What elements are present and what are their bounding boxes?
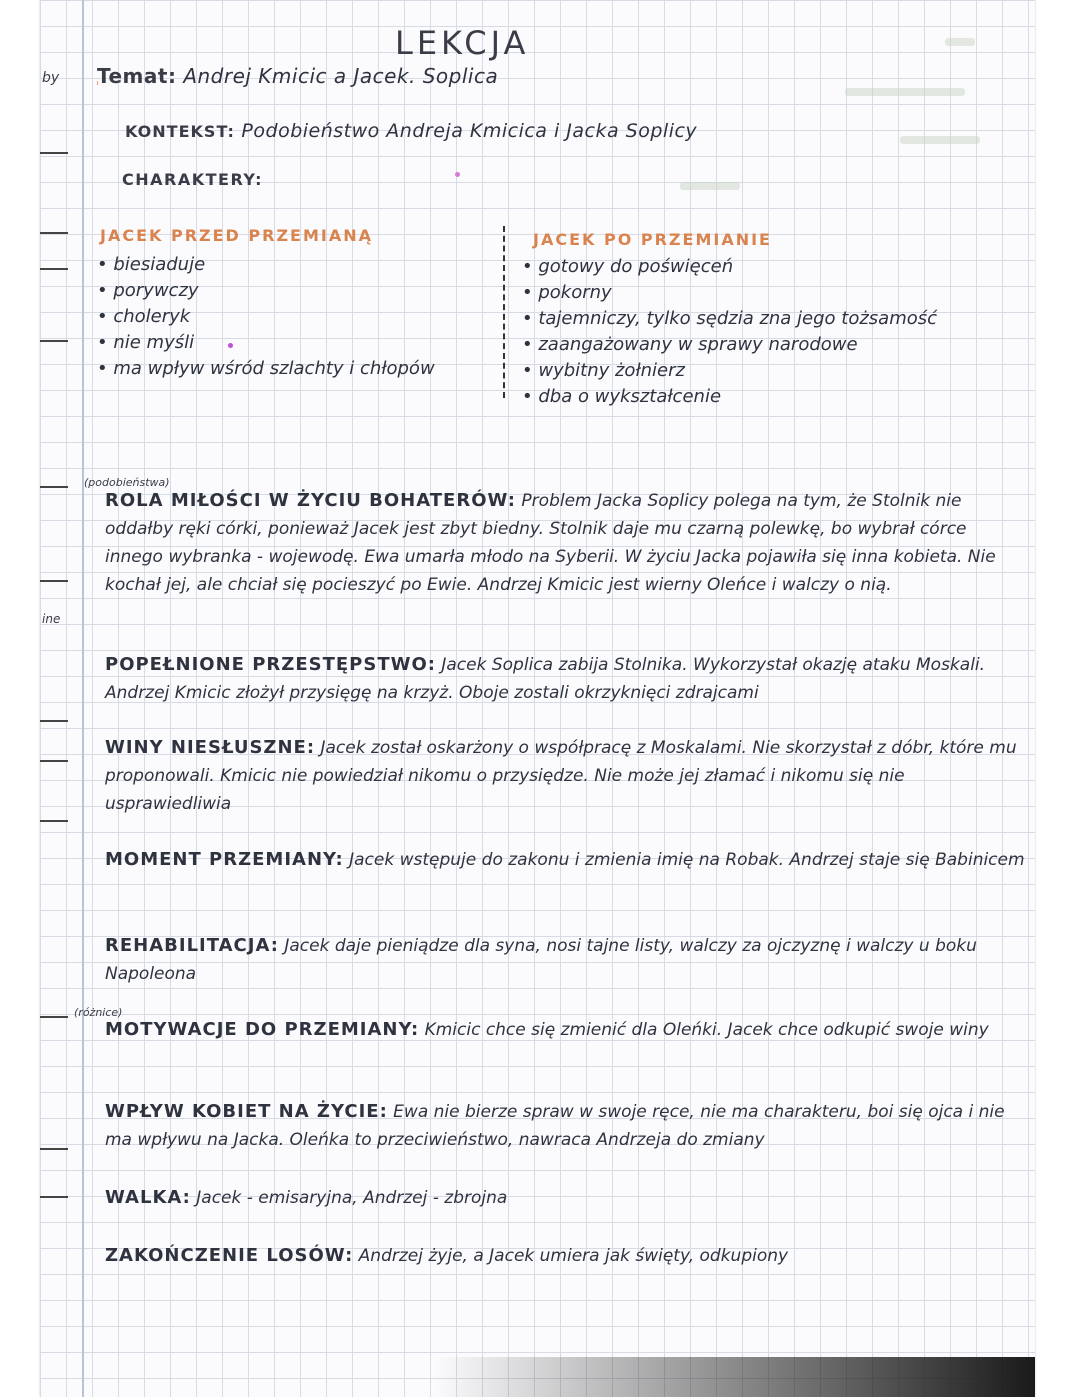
bleed-mark bbox=[845, 88, 965, 96]
margin-tick bbox=[40, 152, 68, 154]
section-label: POPEŁNIONE PRZESTĘPSTWO: bbox=[105, 654, 436, 675]
section-motivations bbox=[105, 1016, 1025, 1044]
ink-dot bbox=[455, 172, 460, 177]
section-text: Ewa nie bierze spraw w swoje ręce, nie ma charakteru, boi się ojca i nie ma wpływu na Jacka. Oleńka to przeciwieństwo, nawraca Andrzeja do zmiany bbox=[105, 1102, 1005, 1150]
section-rehabilitation bbox=[105, 932, 1025, 988]
bleed-mark bbox=[900, 136, 980, 144]
before-heading: JACEK PRZED PRZEMIANĄ bbox=[100, 226, 374, 245]
section-text: Problem Jacka Soplicy polega na tym, że Stolnik nie oddałby ręki córki, ponieważ Jacek jest zbyt biedny. Stolnik daje mu czarną polewkę, bo wybrał córce innego wybranka - wojewodę. Ewa umarła młodo na Syberii. W życiu Jacka pojawiła się inna kobieta. Nie kochał jej, ale chciał się pocieszyć po Ewie. Andrzej Kmicic jest wierny Oleńce i walczy o nią. bbox=[105, 491, 996, 595]
after-list bbox=[522, 254, 937, 410]
topic-label: Temat: bbox=[97, 64, 177, 88]
margin-note-by: by bbox=[42, 70, 60, 86]
section-text: Jacek daje pieniądze dla syna, nosi tajne listy, walczy za ojczyznę i walczy u boku Napoleona bbox=[105, 936, 977, 984]
section-women-influence bbox=[105, 1098, 1025, 1154]
column-divider bbox=[503, 226, 505, 398]
bleed-mark bbox=[680, 182, 740, 190]
note-roznice: (różnice) bbox=[74, 1006, 123, 1019]
list-item: • zaangażowany w sprawy narodowe bbox=[522, 332, 937, 358]
list-item: • gotowy do poświęceń bbox=[522, 254, 937, 280]
section-fates-ending bbox=[105, 1242, 1025, 1270]
section-text: Jacek Soplica zabija Stolnika. Wykorzystał okazję ataku Moskali. Andrzej Kmicic złożył przysięgę na krzyż. Oboje zostali okrzyknięci zdrajcami bbox=[105, 655, 986, 703]
margin-tick bbox=[40, 1148, 68, 1150]
list-item: • ma wpływ wśród szlachty i chłopów bbox=[97, 356, 435, 382]
context-text: Podobieństwo Andreja Kmicica i Jacka Soplicy bbox=[241, 120, 698, 142]
section-label: REHABILITACJA: bbox=[105, 935, 279, 956]
characters-label: CHARAKTERY: bbox=[122, 170, 263, 189]
section-label: WINY NIESŁUSZNE: bbox=[105, 737, 316, 758]
margin-tick bbox=[40, 1196, 68, 1198]
margin-tick bbox=[40, 268, 68, 270]
page-left-edge bbox=[0, 0, 40, 1397]
section-label: ROLA MIŁOŚCI W ŻYCIU BOHATERÓW: bbox=[105, 490, 517, 511]
topic-text: Andrej Kmicic a Jacek. Soplica bbox=[183, 64, 499, 88]
margin-note-ine: ine bbox=[42, 612, 61, 626]
section-moment-of-change bbox=[105, 846, 1025, 874]
margin-tick bbox=[40, 486, 68, 488]
margin-tick bbox=[40, 580, 68, 582]
after-heading: JACEK PO PRZEMIANIE bbox=[533, 230, 772, 249]
margin-tick bbox=[40, 340, 68, 342]
ink-dot bbox=[228, 343, 233, 348]
list-item: • porywczy bbox=[97, 278, 435, 304]
margin-tick bbox=[40, 232, 68, 234]
characters-line bbox=[122, 170, 263, 189]
list-item: • wybitny żołnierz bbox=[522, 358, 937, 384]
section-label: MOMENT PRZEMIANY: bbox=[105, 849, 344, 870]
list-item: • tajemniczy, tylko sędzia zna jego tożsamość bbox=[522, 306, 937, 332]
margin-tick bbox=[40, 820, 68, 822]
section-role-of-love bbox=[105, 487, 1025, 599]
bleed-mark bbox=[945, 38, 975, 46]
section-text: Jacek - emisaryjna, Andrzej - zbrojna bbox=[196, 1188, 508, 1208]
margin-line bbox=[82, 0, 84, 1397]
section-text: Kmicic chce się zmienić dla Oleńki. Jacek chce odkupić swoje winy bbox=[424, 1020, 989, 1040]
list-item: • biesiaduje bbox=[97, 252, 435, 278]
section-fight bbox=[105, 1184, 1025, 1212]
list-item: • dba o wykształcenie bbox=[522, 384, 937, 410]
section-label: WALKA: bbox=[105, 1187, 191, 1208]
page-title: LEKCJA bbox=[395, 24, 530, 62]
section-unjust-guilt bbox=[105, 734, 1025, 818]
note-podobienstwa: (podobieństwa) bbox=[84, 476, 170, 489]
list-item: • nie myśli bbox=[97, 330, 435, 356]
before-list bbox=[97, 252, 435, 382]
section-text: Jacek został oskarżony o współpracę z Moskalami. Nie skorzystał z dóbr, które mu proponowali. Kmicic nie powiedział nikomu o przysiędze. Nie może jej złamać i nikomu się nie usprawiedliwia bbox=[105, 738, 1017, 814]
context-line bbox=[125, 120, 697, 142]
list-item: • pokorny bbox=[522, 280, 937, 306]
margin-tick bbox=[40, 1016, 68, 1018]
section-label: MOTYWACJE DO PRZEMIANY: bbox=[105, 1019, 420, 1040]
margin-tick bbox=[40, 760, 68, 762]
page-shadow bbox=[435, 1357, 1035, 1397]
section-text: Andrzej żyje, a Jacek umiera jak święty, odkupiony bbox=[358, 1246, 789, 1266]
margin-tick bbox=[40, 720, 68, 722]
section-text: Jacek wstępuje do zakonu i zmienia imię na Robak. Andrzej staje się Babinicem bbox=[349, 850, 1025, 870]
context-label: KONTEKST: bbox=[125, 122, 235, 141]
section-label: WPŁYW KOBIET NA ŻYCIE: bbox=[105, 1101, 388, 1122]
section-crime bbox=[105, 651, 1025, 707]
list-item: • choleryk bbox=[97, 304, 435, 330]
topic-line bbox=[97, 64, 498, 88]
section-label: ZAKOŃCZENIE LOSÓW: bbox=[105, 1245, 354, 1266]
